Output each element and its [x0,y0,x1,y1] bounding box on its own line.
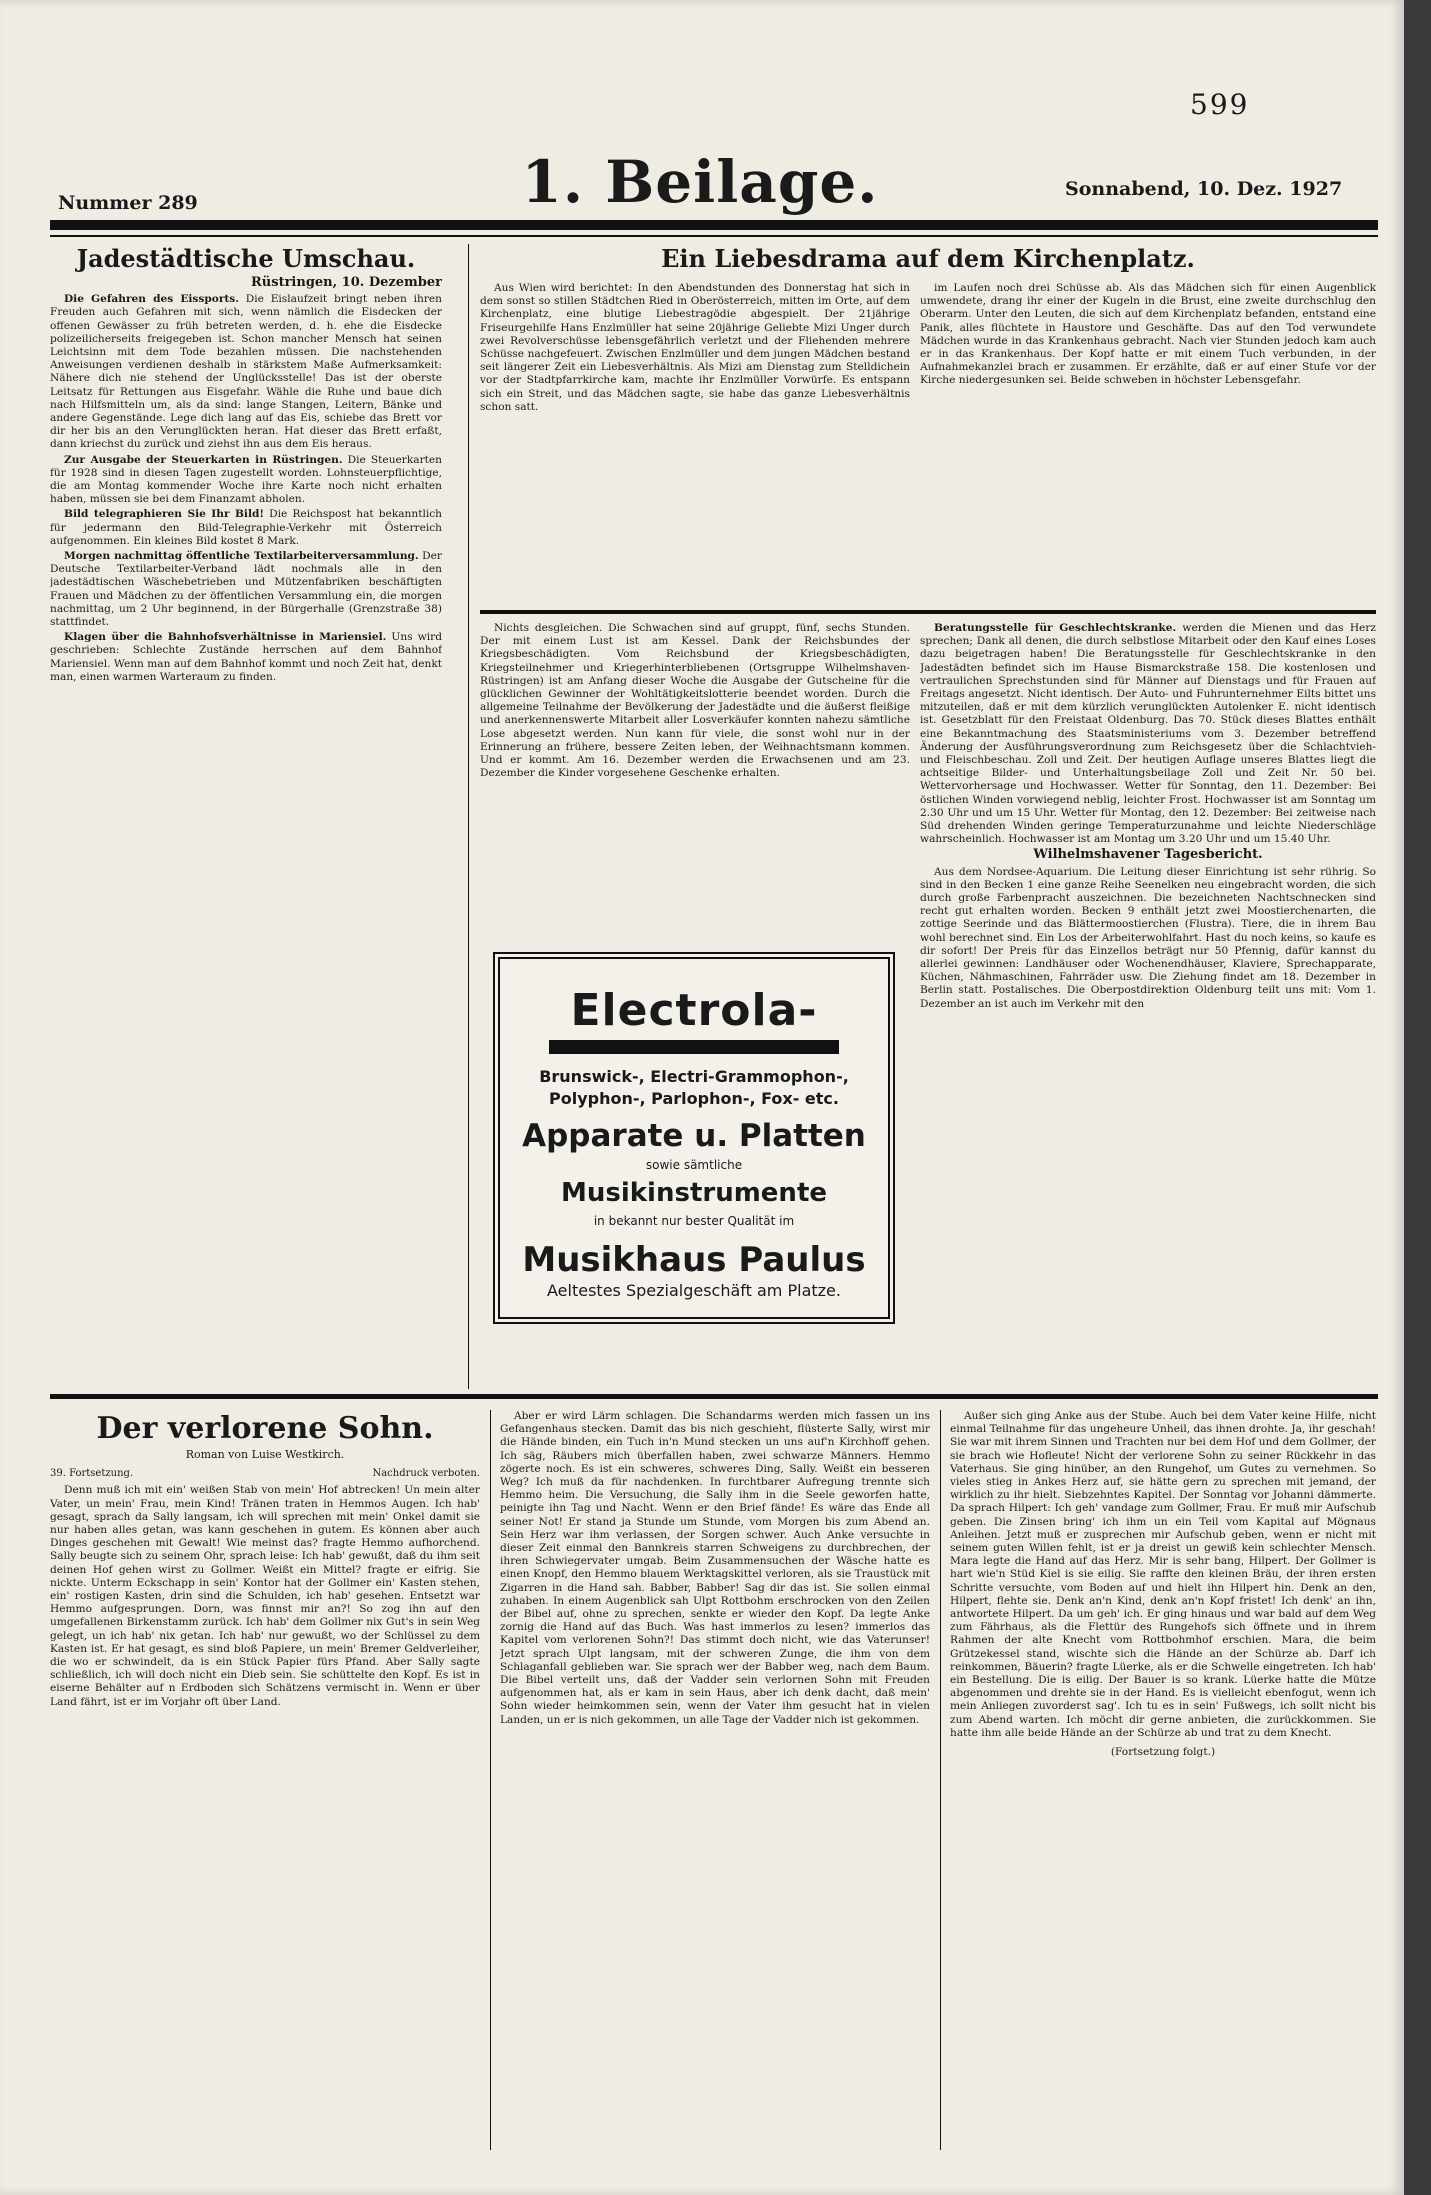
ad-instruments: Musikinstrumente [560,1178,828,1208]
article-heading: Morgen nachmittag öffentliche Textilarbeiterversammlung. [64,550,419,563]
supplement-title: 1. Beilage. [521,148,879,216]
drama-title-box [480,244,1376,276]
drama-column-right [920,282,1376,622]
drama-title: Ein Liebesdrama auf dem Kirchenplatz. [661,244,1195,273]
novel-column-2 [500,1410,930,2150]
drama-column-left [480,282,910,622]
novel-text: Denn muß ich mit ein' weißen Stab von mein' Hof abtrecken! Un mein alter Vater, un mein' Frau, mein Kind! Tränen traten in Hemmos Augen. Ich hab' gesagt, sprach da Sally langsam, ich will sprechen mit mein' Onkel damit sie nur haben alles getan, was kann geschehen in gutem. Es können aber auch Dinges geschehen mit Gewalt! Wie meinst das? fragte Hemmo aufhorchend. Sally beugte sich zu seinem Ohr, sprach leise: Ich hab' gewußt, daß du ihm seit deinen Hof gehen wirst zu Gollmer. Weißt ein Mittel? fragte er eifrig. Sie nickte. Unterm Eckschapp in sein' Kontor hat der Gollmer ein' Kasten stehen, ein' rostigen Kasten, drin sind die Schulden, ich hab' gesehen. Entsetzt war Hemmo aufgesprungen. Dorn, was finnst mir an?! So zog ihn auf den umgefallenen Birkenstamm zurück. Ich hab' dem Gollmer nix Gut's in sein Weg gelegt, un ich hab' nix getan. Ich hab' nur gewußt, wo der Schlüssel zu dem Kasten ist. Er hat gesagt, es sind bloß Papiere, un mein' Bremer Geldverleiher, die wo er schwindelt, da is ein Stück Papier fürs Pfand. Aber Sally sagte schließlich, ich will doch nicht ein Dieb sein. Sie schüttelte den Kopf. Es ist in eiserne Behälter auf n Erdboden sich Schätzens vermischt in. Wenn er über Land fährt, ist er im Vorjahr oft über Land. [50,1484,480,1708]
local-news-title: Jadestädtische Umschau. [76,244,416,273]
column-divider [490,1410,491,2150]
novel-column-1 [50,1410,480,2150]
page-number: 599 [1190,88,1250,121]
article-heading: Klagen über die Bahnhofsverhältnisse in Mariensiel. [64,631,387,644]
article-heading: Bild telegraphieren Sie Ihr Bild! [64,508,265,521]
ad-tagline: Aeltestes Spezialgeschäft am Platze. [547,1281,841,1300]
novel-text: Außer sich ging Anke aus der Stube. Auch bei dem Vater keine Hilfe, nicht einmal Teilnahme für das ungeheure Unheil, das ihnen drohte. Ja, ihr geschah! Sie war mit ihrem Sinnen und Trachten nur bei dem Hof und dem Gollmer, der sie brach wie Hofleute! Nicht der verlorene Sohn zu seiner Rückkehr in das Vaterhaus. Sie ging hinüber, an den Rungehof, um Gutes zu vernehmen. So vieles stieg in Ankes Herz auf, sie hätte gern zu sprechen mit jemand, der wirklich zu ihr hielt. Siebzehntes Kapitel. Der Sonntag vor Johanni dämmerte. Da sprach Hilpert: Ich geh' vandage zum Gollmer, Frau. Er muß mir Aufschub geben. Die Zinsen bring' ich ihm un ein Teil vom Kapital auf Mögnaus Anleihen. Jetzt muß er zusprechen mir Aufschub geben, wenn er nicht mit seinem guten Willen fehlt, ist er ja dreist un gewiß kein schlechter Mensch. Mara legte die Hand auf das Herz. Mir is sehr bang, Hilpert. Der Gollmer is hart wie'n Stüd Kiel is sie eilig. Sie raffte den kleinen Bräu, der ihren ersten Schritte versuchte, vom Boden auf und hielt ihn Hilpert hin. Denk an den, Hilpert, flehte sie. Denk an'n Kind, denk an'n Kopf fristet! Ich denk' an ihn, antwortete Hilpert. Da um geh' ich. Er ging hinaus und war bald auf dem Weg zum Fährhaus, als die Flettür des Rungehofs sich öffnete und in ihrem Rahmen der alte Knecht vom Rottbohmhof erschien. Mara, die beim Grützekessel stand, wischte sich die Hände an der Schürze ab. Darf ich reinkommen, Bäuerin? fragte Lüerke, als er die Schwelle eingetreten. Ich hab' ein Bestellung. Die is eilig. Der Bauer is so krank. Lüerke hatte die Mütze abgenommen und drehte sie in der Hand. Es is vielleicht ebenfogut, wenn ich mein Anliegen zuvorderst sag'. Ich tu es in sein' Fußwegs, ich sollt nicht bis zum Abend warten. Ich möcht dir gerne anbieten, die zurückkommen. Sie hatte ihm alle beide Hände an der Schürze ab und trat zu dem Knecht. [950,1410,1376,1739]
novel-text: Aber er wird Lärm schlagen. Die Schandarms werden mich fassen un ins Gefangenhaus stecken. Damit das bis nich geschieht, flüsterte Sally, wirst mir die Hände binden, ein Tuch in'n Mund stecken un uns auf'n Kirchhoff gehen. Ich säg, Räubers mich überfallen haben, zwei schwarze Männers. Hemmo zögerte noch. Es ist ein schweres, schweres Ding, Sally. Weißt ein besseren Weg? Ich muß da für nachdenken. In furchtbarer Aufregung trennte sich Hemmo heim. Die Versuchung, die Sally ihm in die Seele geworfen hatte, peinigte ihn Tag und Nacht. Wenn er den Brief fände! Es wäre das Ende all seiner Not! Er stand ja Stunde um Stunde, vom Morgen bis zum Abend an. Sein Herz war ihm verlassen, der Sorgen schwer. Auch Anke versuchte in dieser Zeit einmal den Bannkreis starren Schweigens zu durchbrechen, der ihren Schwiegervater umgab. Beim Zusammensuchen der Wäsche hatte es einen Knopf, den Hemmo blauem Werktagskittel verloren, als sie Traustück mit Zigarren in die Hand sah. Babber, Babber! Sag dir das ist. Sie sollen einmal zuhaben. In einem Augenblick sah Ulpt Rottbohm erschrocken von den Zeilen der Bibel auf, ohne zu sprechen, senkte er wieder den Kopf. Da legte Anke zornig die Hand auf das Buch. Was hast immerlos zu lesen? immerlos das Kapitel vom verlorenen Sohn?! Das stimmt doch nicht, wie das Vaterunser! Jetzt sprach Ulpt langsam, mit der schweren Zunge, die ihm von dem Schlaganfall geblieben war. Sie sprach wer der Babber weg, nach dem Baum. Die Bibel verteilt uns, daß der Vadder sein verlornen Sohn mit Freuden aufgenommen hat, als er kam in sein Haus, aber ich denk dacht, daß mein' Sohn wieder heimkommen sein, wenn der Vater ihm gesucht hat in vielen Landen, un er is nich gekommen, un alle Tage der Vadder nich ist gekommen. [500,1410,930,1726]
novel-column-3 [950,1410,1376,2150]
column-divider [468,244,469,1389]
article-paragraph [50,550,442,629]
novel-reprint-note: Nachdruck verboten. [372,1468,480,1480]
article-text: werden die Mienen und das Herz sprechen; Dank all denen, die durch selbstlose Mitarbeit oder den Kauf eines Loses dazu beigetragen haben! Die Beratungsstelle für Geschlechtskranke in den Jadestädten befindet sich im Hause Bismarckstraße 158. Die kostenlosen und vertraulichen Sprechstunden sind für Männer auf Dienstags und für Frauen auf Freitags angesetzt. Nicht identisch. Der Auto- und Fuhrunternehmer Eilts bittet uns mitzuteilen, daß er mit dem kürzlich verunglückten Autolenker E. nicht identisch ist. Gesetzblatt für den Freistaat Oldenburg. Das 70. Stück dieses Blattes enthält eine Bekanntmachung des Staatsministeriums vom 3. Dezember betreffend Änderung der Ausführungsverordnung zum Reichsgesetz über die Schlachtvieh- und Fleischbeschau. Zoll und Zeit. Der heutigen Auflage unseres Blattes liegt die achtseitige Bilder- und Unterhaltungsbeilage Zoll und Zeit Nr. 50 bei. Wettervorhersage und Hochwasser. Wetter für Sonntag, den 11. Dezember: Bei östlichen Winden vorwiegend neblig, leichter Frost. Hochwasser ist am Sonntag um 2.30 Uhr und um 15 Uhr. Wetter für Montag, den 12. Dezember: Bei zeitweise nach Süd drehenden Winden geringe Temperaturzunahme und leichte Niederschläge wahrscheinlich. Hochwasser ist am Montag um 3.20 Uhr und um 15.40 Uhr. [920,622,1376,846]
novel-title: Der verlorene Sohn. [96,1411,434,1446]
header-rule-thin [50,235,1378,237]
ad-brands-line1: Brunswick-, Electri-Grammophon-, [539,1067,849,1086]
article-text: Uns wird geschrieben: Schlechte Zustände herrschen auf dem Bahnhof Mariensiel. Wenn man auf dem Bahnhof kommt und noch Zeit hat, denkt man, einen warmen Warteraum zu finden. [50,631,442,683]
ad-brands-line2: Polyphon-, Parlophon-, Fox- etc. [549,1089,839,1108]
article-text: Aus dem Nordsee-Aquarium. Die Leitung dieser Einrichtung ist sehr rührig. So sind in den Becken 1 eine ganze Reihe Seenelken neu eingebracht worden, die sich durch große Farbenpracht auszeichnen. Die bezeichneten Nachtschnecken sind recht gut erhalten worden. Becken 9 enthält jetzt zwei Moostierchenarten, die zottige Seerinde und das Blättermoostierchen (Flustra). Tiere, die in ihrem Bau wohl berechnet sind. Ein Los der Arbeiterwohlfahrt. Hast du noch keins, so kaufe es dir sofort! Der Preis für das Einzellos beträgt nur 50 Pfennig, dafür kannst du allerlei gewinnen: Landhäuser oder Wochenendhäuser, Klaviere, Sprechapparate, Küchen, Nähmaschinen, Fahrräder usw. Die Ziehung findet am 18. Dezember in Berlin statt. Postalisches. Die Oberpostdirektion Oldenburg teilt uns mit: Vom 1. Dezember an ist auch im Verkehr mit den [920,865,1376,1010]
novel-to-be-continued: (Fortsetzung folgt.) [1110,1746,1216,1759]
ad-quality: in bekannt nur bester Qualität im [593,1214,795,1228]
binding-edge [1404,0,1431,2195]
ad-shop-name: Musikhaus Paulus [522,1240,866,1280]
section-rule [50,1394,1378,1399]
article-heading: Die Gefahren des Eissports. [64,293,239,306]
column-divider [940,1410,941,2150]
article-text: Die Eislaufzeit bringt neben ihren Freuden auch Gefahren mit sich, wenn nämlich die Eisdecken der offenen Gewässer zu früh betreten werden, d. h. ehe die Eisdecke polizeilicherseits freigegeben ist. Schon mancher Mensch hat seinen Leichtsinn mit dem Tode bezahlen müssen. Die nachstehenden Anweisungen verdienen deshalb in stärkstem Maße Aufmerksamkeit: Nähere dich nie stehend der Unglücksstelle! Das ist der oberste Leitsatz für Rettungen aus Eisgefahr. Wähle die Ruhe und baue dich nach Hilfsmitteln um, als da sind: lange Stangen, Leitern, Bänke und andere Gegenstände. Lege dich lang auf das Eis, schiebe das Brett vor dir her bis an den Verunglückten heran. Hat dieser das Brett erfaßt, dann kriechst du zurück und ziehst ihn aus dem Eis heraus. [50,293,442,451]
middle-column-left [480,622,910,942]
article-paragraph [50,293,442,451]
article-paragraph [50,631,442,684]
ad-brand: Electrola- [570,985,818,1036]
article-text: Die Reichspost hat bekanntlich für jedermann den Bild-Telegraphie-Verkehr mit Österreich aufgenommen. Ein kleines Bild kostet 8 Mark. [50,508,442,547]
section-heading: Wilhelmshavener Tagesbericht. [1033,847,1263,863]
local-news-dateline: Rüstringen, 10. Dezember [251,275,442,290]
article-text: Die Steuerkarten für 1928 sind in diesen Tagen zugestellt worden. Lohnsteuerpflichtige, die am Montag kommender Woche ihre Karte noch nicht erhalten haben, müssen sie bei dem Finanzamt abholen. [50,453,442,506]
article-paragraph [50,508,442,548]
header-rule-thick [50,220,1378,230]
issue-number: Nummer 289 [58,192,198,214]
article-text: im Laufen noch drei Schüsse ab. Als das Mädchen sich für einen Augenblick umwendete, drang ihr einer der Kugeln in die Brust, eine zweite durchschlug den Oberarm. Unter den Leuten, die sich auf dem Kirchenplatz befanden, entstand eine Panik, alles flüchtete in Haustore und Geschäfte. Das auf den Tod verwundete Mädchen wurde in das Krankenhaus gebracht. Nach vier Stunden jedoch kam auch er in das Krankenhaus. Der Kopf hatte er mit einem Tuch verbunden, in der Aufnahmekanzlei brach er zusammen. Er erzählte, daß er auf einer Stufe vor der Kirche niedergesunken sei. Beide schweben in höchster Lebensgefahr. [920,282,1376,387]
novel-continuation: 39. Fortsetzung. [50,1468,134,1480]
novel-meta [50,1467,480,1480]
electrola-advertisement [493,952,895,1324]
article-heading: Beratungsstelle für Geschlechtskranke. [934,622,1177,634]
article-text: Der Deutsche Textilarbeiter-Verband lädt nochmals alle in den jadestädtischen Wäschebetrieben und Mützenfabriken beschäftigten Frauen und Mädchen zu der öffentlichen Versammlung ein, die morgen nachmittag, um 2 Uhr beginnend, in der Bürgerhalle (Grenzstraße 38) stattfindet. [50,550,442,629]
drama-bottom-rule [480,610,1376,614]
article-heading: Zur Ausgabe der Steuerkarten in Rüstringen. [64,453,343,466]
article-text: Nichts desgleichen. Die Schwachen sind auf gruppt, fünf, sechs Stunden. Der mit einem Lust ist am Kessel. Dank der Reichsbundes der Kriegsbeschädigten. Vom Reichsbund der Kriegsbeschädigten, Kriegsteilnehmer und Kriegerhinterbliebenen (Ortsgruppe Wilhelmshaven-Rüstringen) ist am Anfang dieser Woche die Ausgabe der Gutscheine für die glücklichen Gewinner der Wohltätigkeitslotterie beendet worden. Durch die allgemeine Teilnahme der Bevölkerung der Jadestädte und die äußerst fleißige und anerkennenswerte Mitarbeit aller Losverkäufer konnten nahezu sämtliche Lose abgesetzt werden. Nun kann für viele, die sonst wohl nur in der Erinnerung an frühere, bessere Zeiten leben, der Weihnachtsmann kommen. Und er kommt. Am 16. Dezember werden die Erwachsenen und am 23. Dezember die Kinder vorgesehene Geschenke erhalten. [480,622,910,780]
ad-sub: sowie sämtliche [645,1158,743,1172]
article-text: Aus Wien wird berichtet: In den Abendstunden des Donnerstag hat sich in dem sonst so stillen Städtchen Ried in Oberösterreich, mitten im Orte, auf dem Kirchenplatz, eine blutige Liebestragödie abgespielt. Der 21jährige Friseurgehilfe Hans Enzlmüller hat seine 20jährige Geliebte Mizi Unger durch zwei Revolverschüsse lebensgefährlich verletzt und der Fliehenden mehrere Schüsse nachgefeuert. Zwischen Enzlmüller und dem jungen Mädchen bestand seit längerer Zeit ein Liebesverhältnis. Als Mizi am Dienstag zum Stelldichein vor der Stadtpfarrkirche kam, machte ihr Enzlmüller Vorwürfe. Es entspann sich ein Streit, und das Mädchen sagte, sie habe das ganze Liebesverhältnis schon satt. [480,282,910,413]
novel-byline: Roman von Luise Westkirch. [185,1448,345,1461]
ad-headline: Apparate u. Platten [522,1118,866,1154]
local-news-column [50,244,442,1389]
article-paragraph [920,622,1376,846]
article-paragraph [50,454,442,507]
middle-column-right [920,622,1376,1389]
issue-date: Sonnabend, 10. Dez. 1927 [1065,178,1343,200]
ad-bar [549,1040,839,1054]
